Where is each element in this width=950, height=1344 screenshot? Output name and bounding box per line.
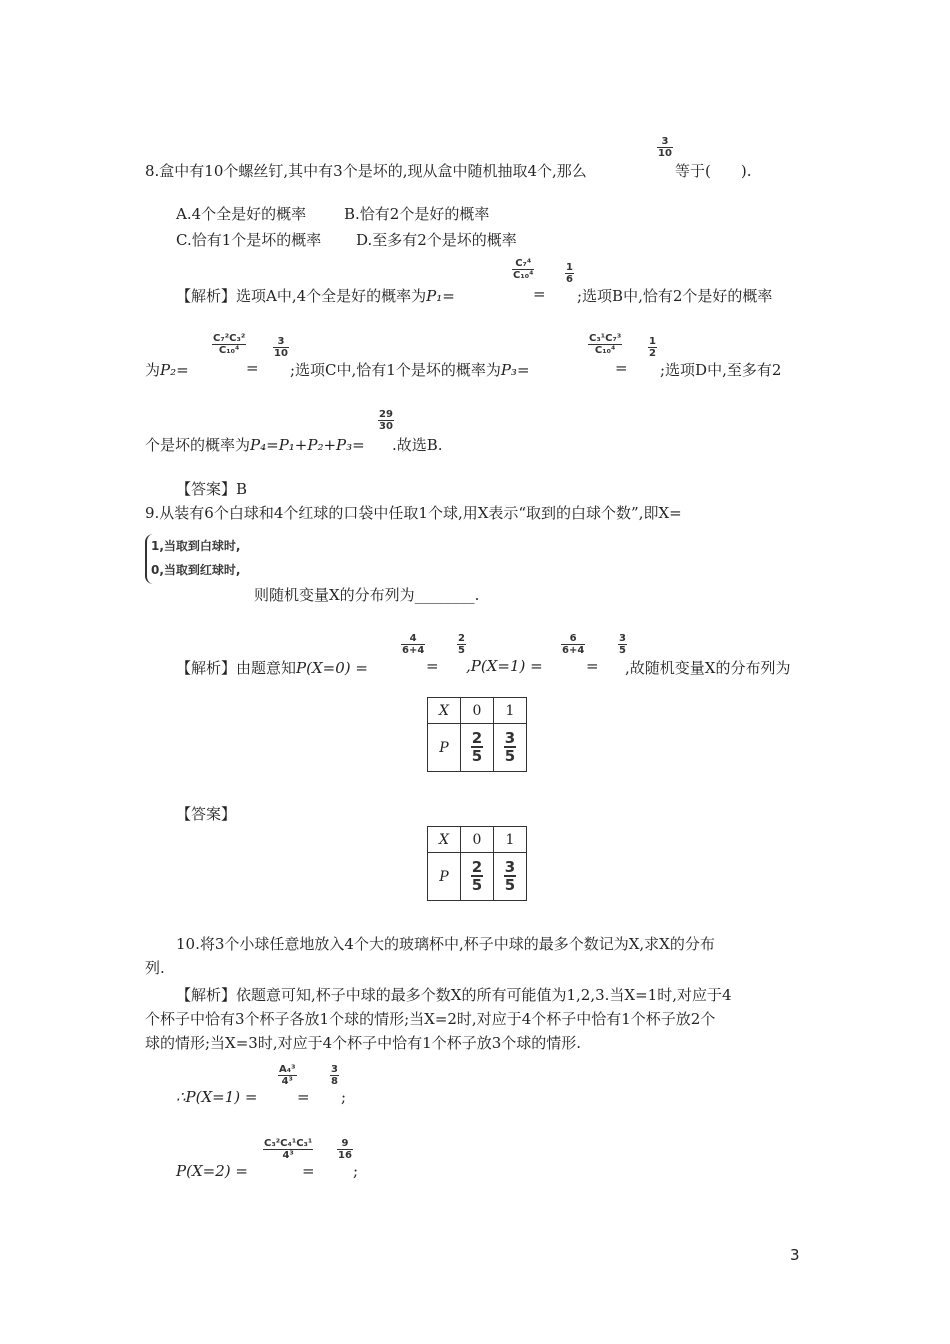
table-value-1: $\frac{3}{5}$ (504, 729, 516, 765)
q9-solution-start: 【解析】由题意知P(X=0) = (176, 659, 368, 677)
q8-equals-3: = (615, 359, 628, 377)
table-value-1: $\frac{3}{5}$ (504, 858, 516, 894)
q10-fraction-1-result: $\frac{3}{8}$ (331, 1064, 338, 1087)
q9-stem: 9.从装有6个白球和4个红球的口袋中任取1个球,用X表示“取到的白球个数”,即X= (145, 504, 682, 522)
q8-solution-line2-end: ;选项D中,至多有2 (660, 361, 782, 379)
q8-solution-line1-end: ;选项B中,恰有2个是好的概率 (577, 287, 773, 305)
q10-px1: ∴P(X=1) = (176, 1088, 258, 1106)
q10-px2: P(X=2) = (176, 1162, 248, 1180)
q8-stem-end: 等于( ). (675, 162, 752, 180)
q9-fraction-c: $\frac{6}{6+4}$ (562, 633, 585, 656)
q9-fraction-b: $\frac{2}{5}$ (458, 633, 465, 656)
q9-case-1: 1,当取到白球时, (151, 539, 241, 553)
q10-solution-line1: 【解析】依题意可知,杯子中球的最多个数X的所有可能值为1,2,3.当X=1时,对应于4 (176, 986, 732, 1004)
q9-px1: ,P(X=1) = (466, 657, 543, 675)
q10-solution-line2: 个杯子中恰有3个杯子各放1个球的情形;当X=2时,对应于4个杯子中恰有1个杯子放2个 (145, 1010, 716, 1028)
q8-fraction-p1: $\frac{\text{C₇⁴}}{\text{C₁₀⁴}}$ (513, 258, 534, 281)
q8-option-a: A.4个全是好的概率 (176, 205, 307, 223)
q9-distribution-table (427, 697, 527, 772)
table-value-0: $\frac{2}{5}$ (471, 858, 483, 894)
q10-semicolon-2: ; (353, 1162, 359, 1180)
q10-fraction-2: $\frac{\text{C₃²C₄¹C₃¹}}{\text{4³}}$ (264, 1138, 313, 1161)
q9-equals-1: = (426, 657, 439, 675)
q8-option-c: C.恰有1个是坏的概率 (176, 231, 322, 249)
q9-fraction-d: $\frac{3}{5}$ (619, 633, 626, 656)
q8-solution-line3-end: .故选B. (392, 436, 443, 454)
table-header-0: 0 (461, 698, 494, 724)
q8-answer: 【答案】B (176, 480, 248, 498)
q10-equals-2: = (302, 1162, 315, 1180)
q9-case-2: 0,当取到红球时, (151, 563, 241, 577)
q9-answer-table (427, 826, 527, 901)
table-value-0: $\frac{2}{5}$ (471, 729, 483, 765)
table-header-x: X (439, 831, 449, 848)
q8-solution-line1: 【解析】选项A中,4个全是好的概率为P₁= (176, 287, 455, 305)
table-header-0: 0 (461, 827, 494, 853)
q8-solution-line2-start: 为P₂= (145, 361, 189, 379)
q9-fraction-a: $\frac{4}{6+4}$ (402, 633, 425, 656)
q8-fraction-p2-result: $\frac{3}{10}$ (274, 336, 288, 359)
q8-fraction-p3: $\frac{\text{C₃¹C₇³}}{\text{C₁₀⁴}}$ (589, 333, 622, 356)
table-row-p: P (439, 868, 449, 885)
q8-fraction-p2: $\frac{\text{C₇²C₃²}}{\text{C₁₀⁴}}$ (213, 333, 246, 356)
q8-equals-2: = (246, 359, 259, 377)
table-header-1: 1 (494, 827, 527, 853)
table-row-p: P (439, 739, 449, 756)
q8-solution-line2-mid: ;选项C中,恰有1个是坏的概率为P₃= (290, 361, 530, 379)
table-header-x: X (439, 702, 449, 719)
q9-stem-2: 则随机变量X的分布列为________. (254, 586, 480, 604)
q9-solution-end: ,故随机变量X的分布列为 (625, 659, 791, 677)
q10-stem-line2: 列. (145, 959, 165, 977)
q8-stem: 8.盒中有10个螺丝钉,其中有3个是坏的,现从盒中随机抽取4个,那么 (145, 162, 587, 180)
q8-fraction-p4: $\frac{29}{30}$ (379, 409, 393, 432)
q8-solution-line3-start: 个是坏的概率为P₄=P₁+P₂+P₃= (145, 436, 365, 454)
table-header-1: 1 (494, 698, 527, 724)
q8-fraction-p1-result: $\frac{1}{6}$ (566, 262, 573, 285)
q8-equals-1: = (533, 285, 546, 303)
q9-answer-label: 【答案】 (176, 805, 237, 823)
page-number: 3 (790, 1246, 800, 1264)
q10-equals-1: = (297, 1088, 310, 1106)
q8-stem-fraction: $\frac{3}{10}$ (658, 136, 672, 159)
q8-option-d: D.至多有2个是坏的概率 (356, 231, 517, 249)
q9-piecewise (145, 534, 265, 586)
q9-equals-2: = (586, 657, 599, 675)
q10-stem-line1: 10.将3个小球任意地放入4个大的玻璃杯中,杯子中球的最多个数记为X,求X的分布 (176, 935, 715, 953)
q10-fraction-2-result: $\frac{9}{16}$ (338, 1138, 352, 1161)
q8-option-b: B.恰有2个是好的概率 (344, 205, 490, 223)
q10-fraction-1: $\frac{\text{A₄³}}{\text{4³}}$ (279, 1064, 296, 1087)
q10-solution-line3: 球的情形;当X=3时,对应于4个杯子中恰有1个杯子放3个球的情形. (145, 1034, 582, 1052)
q10-semicolon-1: ; (341, 1088, 347, 1106)
brace-icon (145, 534, 155, 584)
q8-fraction-p3-result: $\frac{1}{2}$ (649, 336, 656, 359)
